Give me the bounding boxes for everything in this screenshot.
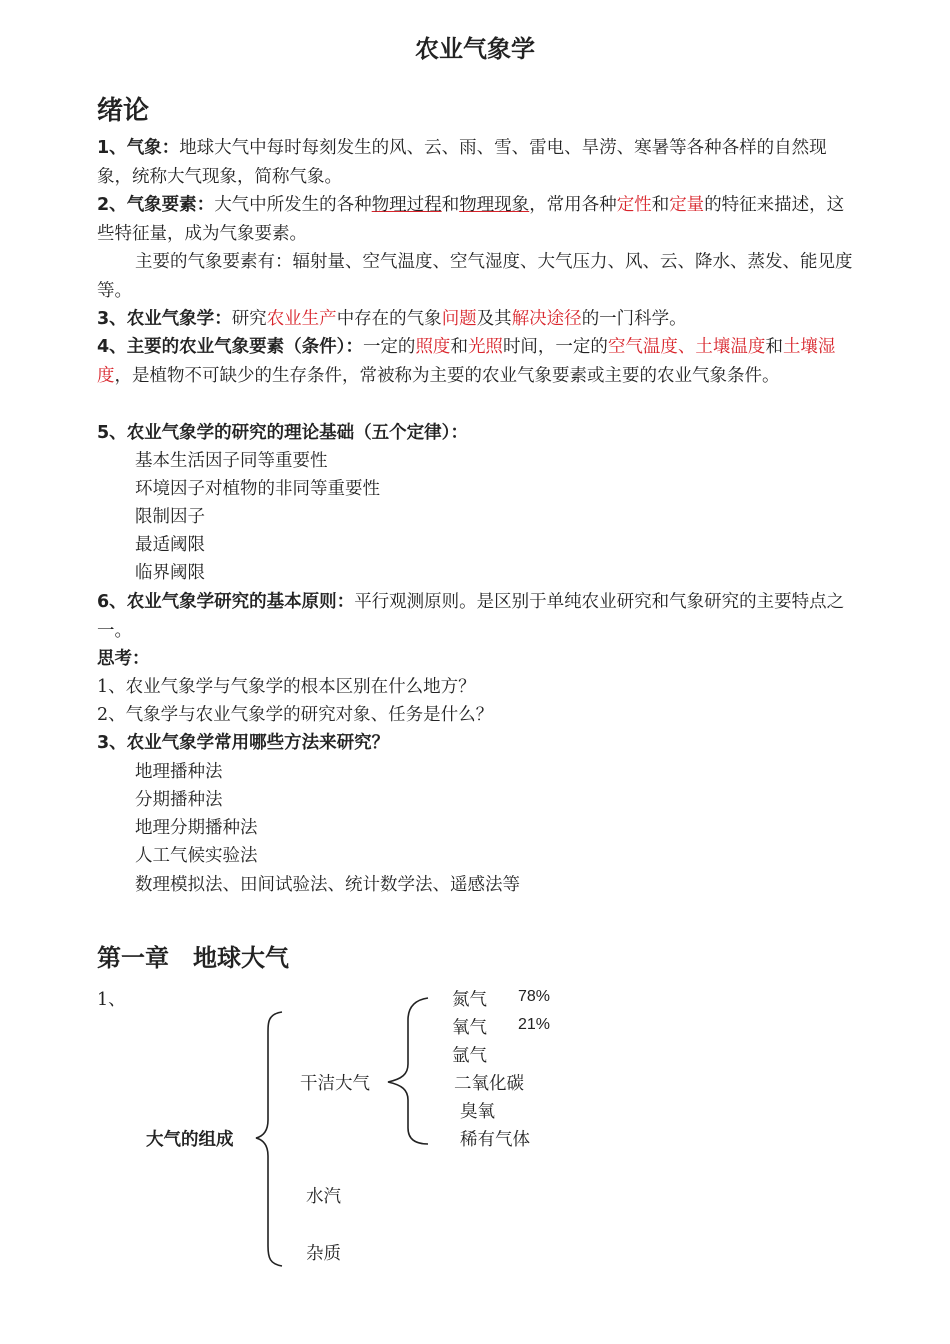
inner-brace: [388, 998, 428, 1144]
intro-heading: 绪论: [97, 96, 150, 126]
method-item: 数理模拟法、田间试验法、统计数学法、遥感法等: [135, 875, 520, 895]
text-segment: 大气中所发生的各种: [214, 195, 372, 215]
question-3: 3、农业气象学常用哪些方法来研究？: [97, 733, 390, 753]
outer-brace: [256, 1012, 282, 1266]
definition-text: 地球大气中每时每刻发生的风、云、雨、雪、雷电、旱涝、寒暑等各种各样的自然现象，统称大气现象，简称气象。: [97, 138, 827, 187]
colon: ：: [161, 138, 180, 158]
law-item: 基本生活因子同等重要性: [135, 451, 328, 471]
text-segment: ，是植物不可缺少的生存条件，常被称为主要的农业气象要素或主要的农业气象条件。: [114, 365, 780, 386]
highlight-term: 土壤湿度: [97, 337, 836, 386]
nitrogen-percent: 78%: [518, 988, 551, 1005]
gas-nitrogen: 氮气: [452, 990, 487, 1010]
item-number: 1、: [97, 138, 127, 158]
text-segment: 一定的: [362, 337, 416, 357]
method-item: 地理分期播种法: [135, 818, 258, 838]
method-item: 分期播种法: [135, 790, 223, 810]
gas-ozone: 臭氧: [460, 1102, 495, 1122]
highlight-term: 空气温度、土壤温度: [607, 337, 766, 357]
colon: ：: [214, 309, 232, 329]
question-2: 2、气象学与农业气象学的研究对象、任务是什么？: [97, 705, 494, 725]
colon: ：: [345, 337, 363, 357]
text-segment: 和: [441, 195, 460, 215]
term-agrometeorology: 农业气象学: [126, 309, 215, 329]
oxygen-percent: 21%: [518, 1016, 551, 1033]
think-label: 思考：: [97, 649, 150, 669]
underlined-term: 物理现象: [459, 195, 530, 215]
text-segment: 及其: [476, 309, 512, 329]
item-number: 4、: [97, 337, 127, 357]
text-segment: 和: [765, 337, 783, 357]
dry-air-label: 干洁大气: [300, 1074, 370, 1094]
colon: ：: [450, 423, 468, 443]
gas-carbon-dioxide: 二氧化碳: [454, 1074, 524, 1094]
method-item: 地理播种法: [135, 762, 223, 782]
text-segment: ，常用各种: [529, 195, 617, 215]
text-segment: 时间，一定的: [502, 337, 608, 357]
highlight-term: 定量: [669, 195, 705, 215]
term-basic-principle: 农业气象学研究的基本原则: [126, 592, 337, 612]
item-number: 2、: [97, 195, 127, 215]
item-number: 3、: [97, 309, 127, 329]
chapter-heading: 第一章 地球大气: [97, 944, 289, 972]
highlight-term: 问题: [441, 309, 477, 329]
term-weather: 气象: [126, 138, 162, 158]
definition-text: 平行观测原则。是区别于单纯农业研究和气象研究的主要特点之一。: [97, 592, 845, 641]
highlight-term: 农业生产: [266, 309, 337, 329]
question-1: 1、农业气象学与气象学的根本区别在什么地方？: [97, 677, 476, 697]
impurities-label: 杂质: [306, 1244, 341, 1264]
item-number: 6、: [97, 592, 127, 612]
highlight-term: 解决途径: [511, 309, 582, 329]
gas-argon: 氩气: [452, 1046, 487, 1066]
method-item: 人工气候实验法: [135, 846, 258, 866]
term-agro-elements: 主要的农业气象要素（条件）: [126, 337, 346, 357]
law-item: 临界阈限: [135, 563, 205, 583]
highlight-term: 照度: [415, 337, 451, 357]
document-title: 农业气象学: [415, 35, 535, 63]
text-segment: 中存在的气象: [336, 309, 442, 329]
highlight-term: 光照: [467, 337, 503, 357]
law-item: 环境因子对植物的非同等重要性: [135, 479, 380, 499]
term-theory-basis: 农业气象学的研究的理论基础（五个定律）: [126, 423, 451, 443]
text-segment: 和: [450, 337, 468, 357]
highlight-term: 定性: [616, 195, 652, 215]
underlined-term: 物理过程: [371, 195, 442, 215]
gas-rare-gases: 稀有气体: [460, 1130, 530, 1150]
composition-root-label: 大气的组成: [146, 1130, 234, 1150]
law-item: 限制因子: [135, 507, 205, 527]
item-number: 5、: [97, 423, 127, 443]
colon: ：: [196, 195, 215, 215]
law-item: 最适阈限: [135, 535, 205, 555]
text-segment: 的一门科学。: [581, 309, 687, 329]
text-segment: 的特征来描述，这些特征量，成为气象要素。: [97, 195, 845, 244]
term-meteorological-elements: 气象要素: [126, 195, 197, 215]
gas-oxygen: 氧气: [452, 1018, 487, 1038]
text-segment: 和: [651, 195, 670, 215]
water-vapor-label: 水汽: [306, 1187, 341, 1207]
text-segment: 研究: [231, 309, 267, 329]
item-number: 1、: [97, 990, 126, 1010]
paragraph-main-elements: 主要的气象要素有：辐射量、空气温度、空气湿度、大气压力、风、云、降水、蒸发、能见度等。: [97, 252, 853, 301]
colon: ：: [336, 592, 355, 612]
